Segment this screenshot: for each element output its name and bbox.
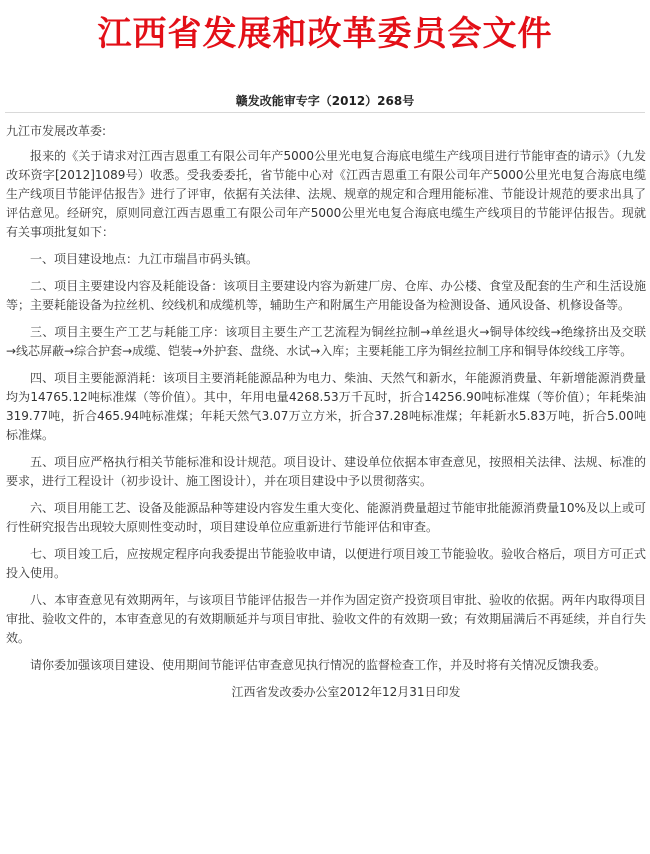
paragraph-item-3: 三、项目主要生产工艺与耗能工序：该项目主要生产工艺流程为铜丝拉制→单丝退火→铜导体绞线→绝缘挤出及交联→线芯屏蔽→综合护套→成缆、铠装→外护套、盘绕、水试→入库；主要耗能工序为铜丝拉制工序和铜导体绞线工序等。: [6, 325, 646, 358]
paragraph-intro: 报来的《关于请求对江西吉恩重工有限公司年产5000公里光电复合海底电缆生产线项目进行节能审查的请示》（九发改环资字[2012]1089号）收悉。受我委委托，省节能中心对《江西吉恩重工有限公司年产5000公里光电复合海底电缆生产线项目节能评估报告》进行了评审，依据有关法律、法规、规章的规定和合理用能标准、节能设计规范的要求出具了评估意见。经研究，原则同意江西吉恩重工有限公司年产5000公里光电复合海底电缆生产线项目的节能评估报告。现就有关事项批复如下：: [6, 149, 646, 239]
header-divider: [5, 112, 645, 113]
paragraph-closing: 请你委加强该项目建设、使用期间节能评估审查意见执行情况的监督检查工作，并及时将有关情况反馈我委。: [30, 658, 607, 672]
document-title: 江西省发展和改革委员会文件: [97, 14, 553, 54]
paragraph-item-5: 五、项目应严格执行相关节能标准和设计规范。项目设计、建设单位依据本审查意见，按照相关法律、法规、标准的要求，进行工程设计（初步设计、施工图设计），并在项目建设中予以贯彻落实。: [6, 455, 646, 488]
document-header: [0, 0, 650, 75]
addressee: 九江市发展改革委:: [6, 124, 107, 138]
paragraph-item-2: 二、项目主要建设内容及耗能设备：该项目主要建设内容为新建厂房、仓库、办公楼、食堂及配套的生产和生活设施等；主要耗能设备为拉丝机、绞线机和成缆机等，辅助生产和附属生产用能设备为检测设备、通风设备、机修设备等。: [6, 279, 646, 312]
signature: 江西省发改委办公室2012年12月31日印发: [231, 685, 461, 699]
document-number: 赣发改能审专字（2012）268号: [235, 94, 415, 108]
paragraph-item-7: 七、项目竣工后，应按规定程序向我委提出节能验收申请，以便进行项目竣工节能验收。验收合格后，项目方可正式投入使用。: [6, 547, 646, 580]
paragraph-item-8: 八、本审查意见有效期两年，与该项目节能评估报告一并作为固定资产投资项目审批、验收的依据。两年内取得项目审批、验收文件的，本审查意见的有效期顺延并与项目审批、验收文件的有效期一致；有效期届满后不再延续，并自行失效。: [6, 593, 646, 645]
paragraph-item-6: 六、项目用能工艺、设备及能源品种等建设内容发生重大变化、能源消费量超过节能审批能源消费量10%及以上或可行性研究报告出现较大原则性变动时，项目建设单位应重新进行节能评估和审查。: [6, 501, 646, 534]
document-body: [6, 122, 646, 710]
paragraph-item-4: 四、项目主要能源消耗：该项目主要消耗能源品种为电力、柴油、天然气和新水，年能源消费量、年新增能源消费量均为14765.12吨标准煤（等价值）。其中，年用电量4268.53万千瓦时，折合14256.90吨标准煤（等价值）；年耗柴油319.77吨，折合465.94吨标准煤；年耗天然气3.07万立方米，折合37.28吨标准煤；年耗新水5.83万吨，折合5.00吨标准煤。: [6, 371, 646, 442]
paragraph-item-1: 一、项目建设地点：九江市瑞昌市码头镇。: [30, 252, 259, 266]
